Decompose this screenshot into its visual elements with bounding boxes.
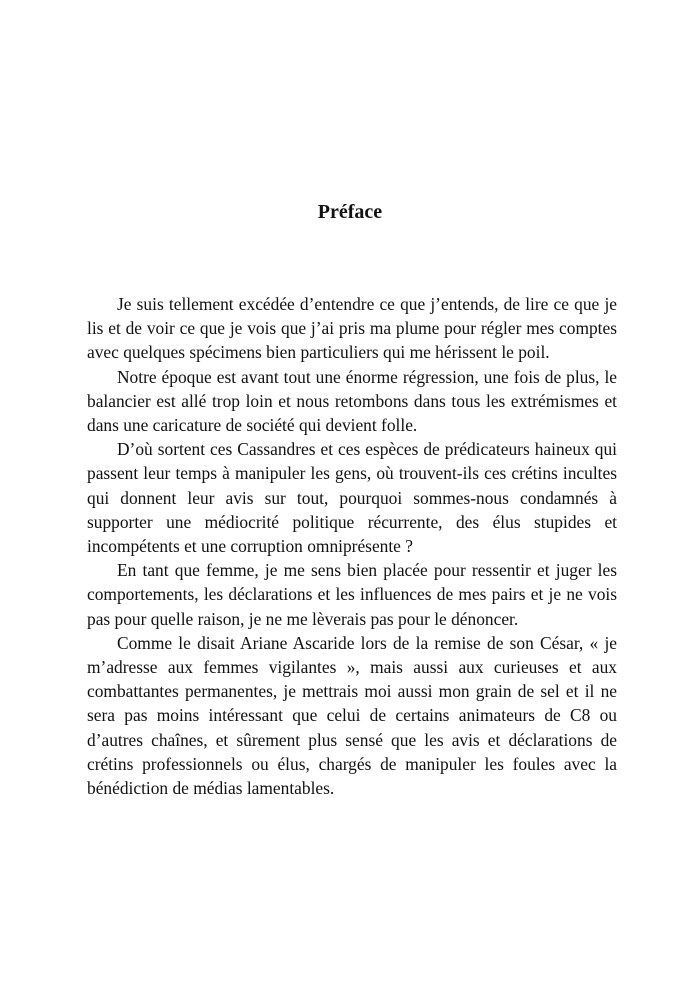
paragraph-4: En tant que femme, je me sens bien placée pour ressentir et juger les comportements, les déclarations et les influences de mes pairs et je ne vois pas pour quelle raison, je ne me lèverais pas pour le dénoncer. (87, 560, 617, 629)
paragraph-5: Comme le disait Ariane Ascaride lors de la remise de son César, « je m’adresse aux femmes vigilantes », mais aussi aux curieuses et aux combattantes permanentes, je mettrais moi aussi mon grain de sel et il ne sera pas moins intéressant que celui de certains animateurs de C8 ou d’autres chaînes, et sûrement plus sensé que les avis et déclarations de crétins professionnels ou élus, chargés de manipuler les foules avec la bénédiction de médias lamentables. (87, 632, 617, 799)
body-text (87, 292, 617, 800)
paragraph-1: Je suis tellement excédée d’entendre ce que j’entends, de lire ce que je lis et de voir ce que je vois que j’ai pris ma plume pour régler mes comptes avec quelques spécimens bien particuliers qui me hérissent le poil. (87, 294, 617, 363)
paragraph-3: D’où sortent ces Cassandres et ces espèces de prédicateurs haineux qui passent leur temps à manipuler les gens, où trouvent-ils ces crétins incultes qui donnent leur avis sur tout, pourquoi sommes-nous condamnés à supporter une médiocrité politique récurrente, des élus stupides et incompétents et une corruption omniprésente ? (87, 439, 617, 557)
paragraph-2: Notre époque est avant tout une énorme régression, une fois de plus, le balancier est allé trop loin et nous retombons dans tous les extrémismes et dans une caricature de société qui devient folle. (87, 366, 617, 436)
page-title: Préface (317, 201, 383, 223)
